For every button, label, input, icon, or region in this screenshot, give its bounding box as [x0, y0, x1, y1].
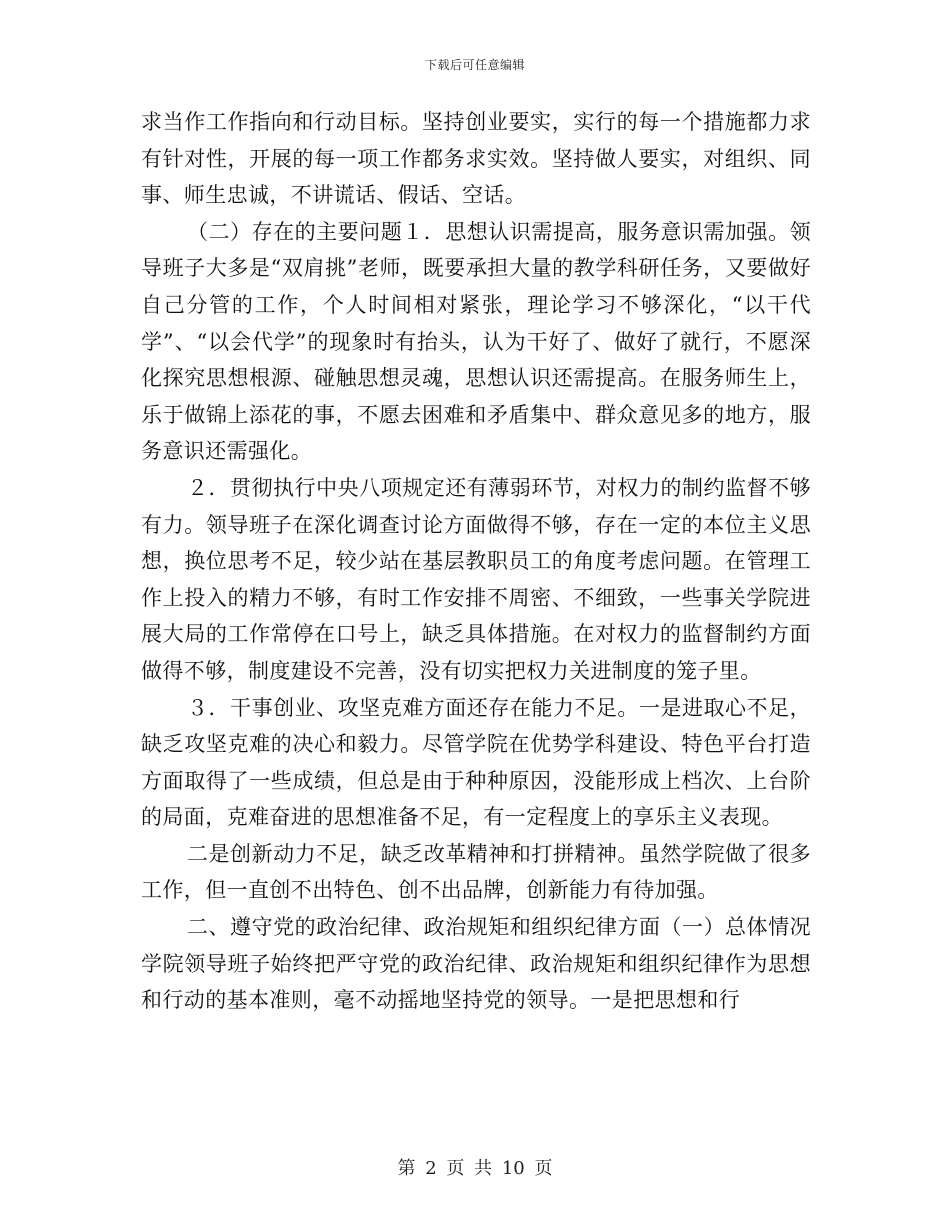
paragraph-discipline: 二、遵守党的政治纪律、政治规矩和组织纪律方面（一）总体情况学院领导班子始终把严守党的政治纪律、政治规矩和组织纪律作为思想和行动的基本准则，毫不动摇地坚持党的领导。一是把思想和行 [141, 915, 811, 1013]
page-header: 下载后可任意编辑 [424, 58, 525, 72]
paragraph-eight-rules: ２．贯彻执行中央八项规定还有薄弱环节，对权力的制约监督不够有力。领导班子在深化调查讨论方面做得不够，存在一定的本位主义思想，换位思考不足，较少站在基层教职员工的角度考虑问题。在管理工作上投入的精力不够，有时工作安排不周密、不细致，一些事关学院进展大局的工作常停在口号上，缺乏具体措施。在对权力的监督制约方面做得不够，制度建设不完善，没有切实把权力关进制度的笼子里。 [141, 475, 811, 683]
page-number-footer: 第 2 页 共 10 页 [397, 1158, 553, 1179]
paragraph-capability: ３．干事创业、攻坚克难方面还存在能力不足。一是进取心不足，缺乏攻坚克难的决心和毅力。尽管学院在优势学科建设、特色平台打造方面取得了一些成绩，但总是由于种种原因，没能形成上档次、上台阶的局面，克难奋进的思想准备不足，有一定程度上的享乐主义表现。 [141, 695, 811, 830]
paragraph-innovation: 二是创新动力不足，缺乏改革精神和打拼精神。虽然学院做了很多工作，但一直创不出特色、创不出品牌，创新能力有待加强。 [141, 841, 811, 903]
paragraph-continuation: 求当作工作指向和行动目标。坚持创业要实，实行的每一个措施都力求有针对性，开展的每一项工作都务求实效。坚持做人要实，对组织、同事、师生忠诚，不讲谎话、假话、空话。 [141, 110, 811, 208]
paragraph-main-problems: （二）存在的主要问题１．思想认识需提高，服务意识需加强。领导班子大多是“双肩挑”老师，既要承担大量的教学科研任务，又要做好自己分管的工作，个人时间相对紧张，理论学习不够深化，“以干代学”、“以会代学”的现象时有抬头，认为干好了、做好了就行，不愿深化探究思想根源、碰触思想灵魂，思想认识还需提高。在服务师生上，乐于做锦上添花的事，不愿去困难和矛盾集中、群众意见多的地方，服务意识还需强化。 [141, 219, 811, 464]
document-body [141, 104, 811, 1019]
